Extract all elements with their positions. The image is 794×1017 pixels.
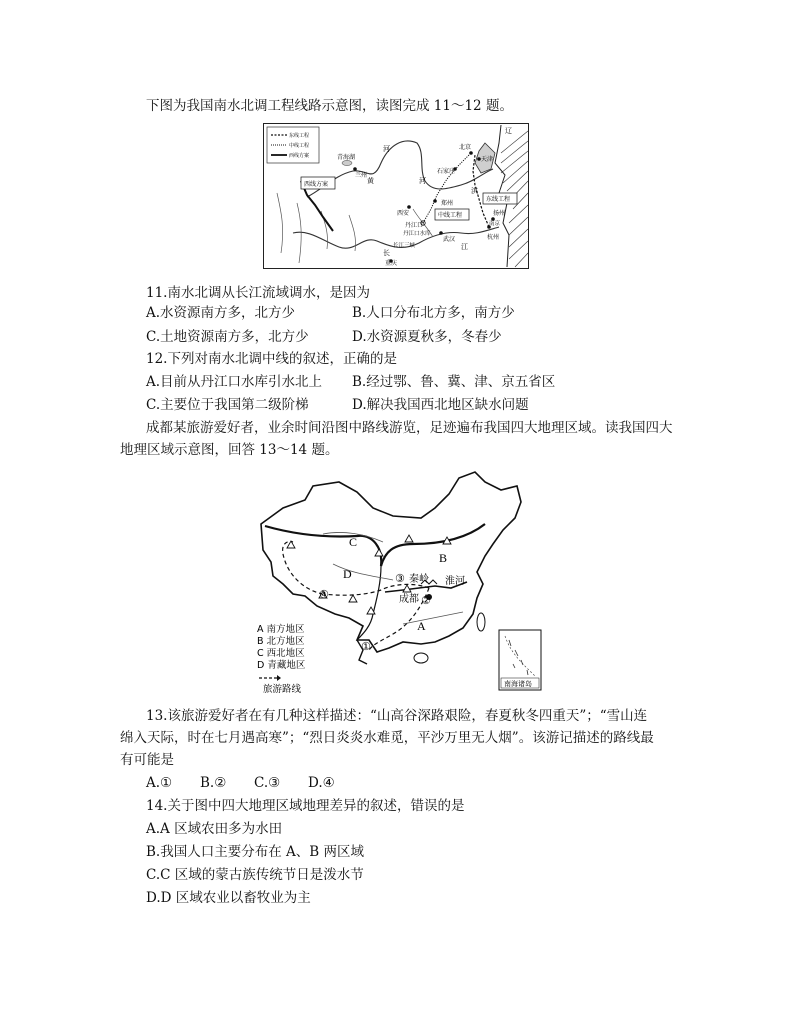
intro-text-2-line1: 成都某旅游爱好者，业余时间沿图中路线游览，足迹遍布我国四大地理区域。读我国四大: [146, 420, 673, 436]
label-tianjin: 天津: [481, 156, 494, 163]
label-chongqing: 重庆: [385, 260, 398, 267]
label-xian: 西安: [397, 210, 410, 217]
q14-option-d: D.D 区域农业以畜牧业为主: [146, 890, 311, 906]
east-box-label: 东线工程: [486, 196, 511, 203]
label-nanjing: 南京: [489, 221, 501, 227]
q13-option-c: C.③: [254, 775, 281, 791]
q12-stem: 12.下列对南水北调中线的叙述，正确的是: [146, 351, 397, 367]
legend-d: D 青藏地区: [257, 660, 306, 671]
legend-b: B 北方地区: [257, 636, 305, 647]
q11-option-b: B.人口分布北方多，南方少: [352, 305, 515, 321]
region-d-label: D: [343, 567, 352, 581]
huaihe-label: 淮河: [445, 576, 465, 587]
q14-option-c: C.C 区域的蒙古族传统节日是泼水节: [146, 867, 364, 883]
inset-label: 南海诸岛: [504, 680, 532, 688]
route-1-label: ①: [361, 640, 371, 653]
q12-option-c: C.主要位于我国第二级阶梯: [146, 397, 309, 413]
label-he1: 河: [383, 145, 390, 153]
legend-a: A 南方地区: [257, 624, 305, 635]
q12-option-a: A.目前从丹江口水库引水北上: [146, 374, 323, 390]
label-yangzhou: 扬州: [493, 210, 506, 217]
route-4-label: ④: [319, 588, 329, 601]
q14-option-a: A.A 区域农田多为水田: [146, 821, 283, 837]
q12-option-d: D.解决我国西北地区缺水问题: [352, 397, 529, 413]
intro-text-2-line2: 地理区域示意图，回答 13～14 题。: [120, 442, 339, 458]
qinling-label: 秦岭: [409, 574, 429, 585]
region-b-label: B: [439, 551, 448, 565]
q14-option-b: B.我国人口主要分布在 A、B 两区域: [146, 844, 364, 860]
q13-line3: 有可能是: [120, 752, 174, 768]
label-qi: 淇: [471, 187, 478, 195]
q13-option-d: D.④: [308, 775, 335, 791]
label-huang: 黄: [367, 177, 374, 185]
label-sanxia: 长江三峡: [393, 243, 416, 249]
china-regions-map: [253, 464, 549, 696]
label-zhengzhou: 郑州: [441, 200, 454, 207]
label-chang: 长: [383, 249, 390, 257]
label-beijing: 北京: [459, 144, 472, 151]
chengdu-label: 成都: [399, 594, 419, 605]
label-shijiazhuang: 石家庄: [437, 168, 456, 175]
legend-east: 东线工程: [289, 133, 310, 139]
mid-box-label: 中线工程: [438, 212, 463, 219]
q11-stem: 11.南水北调从长江流域调水，是因为: [146, 285, 370, 301]
intro-text-1: 下图为我国南水北调工程线路示意图，读图完成 11～12 题。: [146, 98, 513, 114]
label-qinghai-lake: 青海湖: [337, 154, 356, 161]
legend-c: C 西北地区: [257, 648, 305, 659]
label-hangzhou: 杭州: [487, 234, 500, 241]
region-c-label: C: [349, 535, 358, 549]
region-a-label: A: [417, 619, 426, 633]
q11-option-a: A.水资源南方多，北方少: [146, 305, 296, 321]
water-diversion-map: [263, 123, 529, 269]
legend-mid: 中线工程: [289, 143, 310, 149]
route-3-label: ③: [395, 572, 405, 585]
q13-option-b: B.②: [200, 775, 227, 791]
q12-option-b: B.经过鄂、鲁、冀、津、京五省区: [352, 374, 556, 390]
label-liao: 辽: [505, 127, 512, 135]
label-lanzhou: 兰州: [355, 172, 368, 179]
label-danjiangkou-res: 丹江口水库: [403, 231, 431, 237]
q14-stem: 14.关于图中四大地理区域地理差异的叙述，错误的是: [146, 798, 465, 814]
q13-option-a: A.①: [146, 775, 173, 791]
q13-line2: 绵入天际，时在七月遇高寒”；“烈日炎炎水难觅，平沙万里无人烟”。该游记描述的路线最: [120, 730, 654, 746]
west-box-label: 西线方案: [304, 181, 329, 188]
q11-option-c: C.土地资源南方多，北方少: [146, 329, 309, 345]
label-he2: 河: [419, 177, 426, 185]
q11-option-d: D.水资源夏秋多，冬春少: [352, 329, 502, 345]
label-danjiangkou: 丹江口: [405, 222, 424, 229]
legend-route: 旅游路线: [263, 684, 302, 695]
route-2-label: ②: [421, 594, 431, 607]
legend-west: 西线方案: [289, 153, 310, 159]
label-wuhan: 武汉: [443, 236, 456, 243]
q13-line1: 13.该旅游爱好者在有几种这样描述：“山高谷深路艰险，春夏秋冬四重天”；“雪山连: [146, 708, 648, 724]
label-jiang: 江: [461, 243, 468, 251]
